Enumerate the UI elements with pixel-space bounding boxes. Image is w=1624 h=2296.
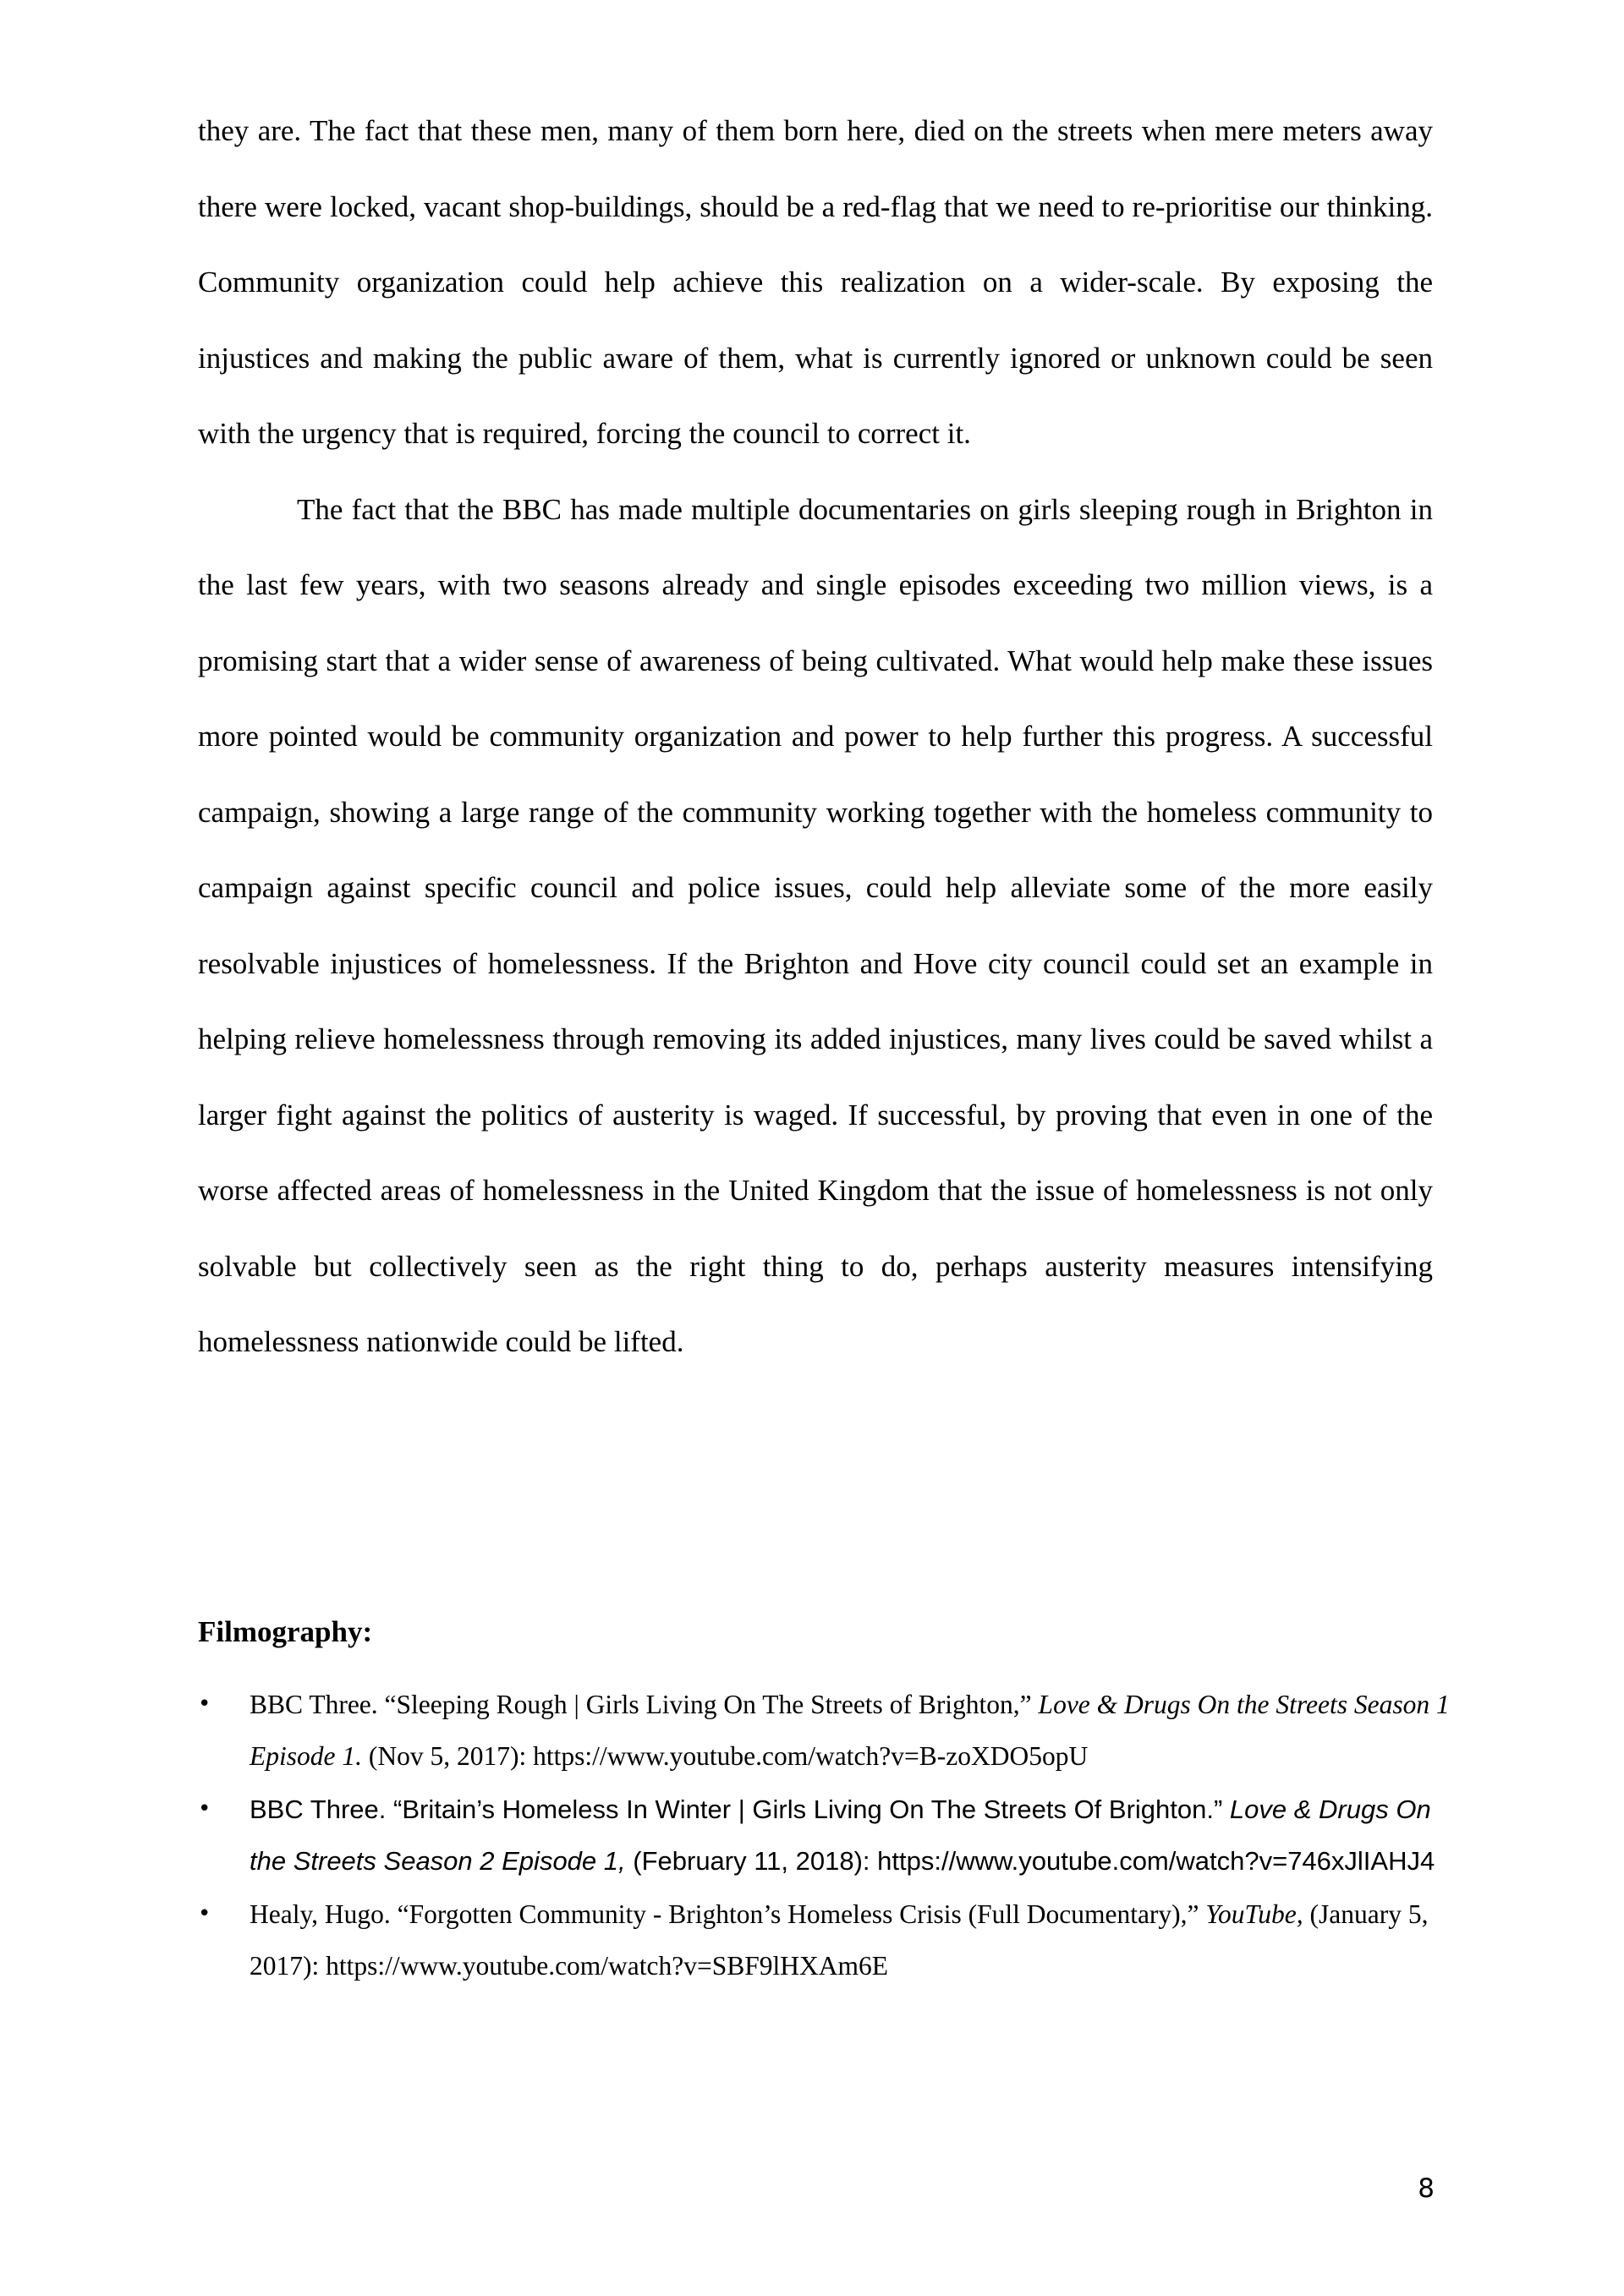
filmography-heading: Filmography:	[198, 1615, 373, 1648]
entry-date-url: (January 5, 2017): https://www.youtube.com/watch?v=SBF9lHXAm6E	[250, 1899, 1429, 1981]
bullet-icon: •	[198, 1691, 211, 1717]
filmography-entry	[198, 1679, 1450, 1782]
page-number: 8	[1418, 2173, 1435, 2204]
body-text	[198, 93, 1433, 1380]
entry-text: BBC Three. “Britain’s Homeless In Winter | Girls Living On The Streets Of Brighton.”	[250, 1795, 1230, 1824]
entry-date-url: (February 11, 2018): https://www.youtube.com/watch?v=746xJlIAHJ4	[625, 1846, 1435, 1876]
filmography-entry	[198, 1888, 1450, 1992]
bullet-icon: •	[198, 1901, 211, 1926]
entry-text: BBC Three. “Sleeping Rough | Girls Living On The Streets of Brighton,”	[250, 1690, 1039, 1719]
paragraph: they are. The fact that these men, many of them born here, died on the streets when mere meters away there were locked, vacant shop-buildings, should be a red-flag that we need to re-prioritise our thinking. Community organization could help achieve this realization on a wider-scale. By exposing the injustices and making the public aware of them, what is currently ignored or unknown could be seen with the urgency that is required, forcing the council to correct it.	[198, 114, 1433, 450]
filmography-list	[198, 1679, 1450, 1993]
filmography-entry	[198, 1784, 1450, 1887]
entry-date-url: (Nov 5, 2017): https://www.youtube.com/watch?v=B-zoXDO5opU	[361, 1741, 1089, 1771]
entry-title: YouTube,	[1205, 1899, 1303, 1929]
paragraph: The fact that the BBC has made multiple documentaries on girls sleeping rough in Brighton in the last few years, with two seasons already and single episodes exceeding two million views, is a promising start that a wider sense of awareness of being cultivated. What would help make these issues more pointed would be community organization and power to help further this progress. A successful campaign, showing a large range of the community working together with the homeless community to campaign against specific council and police issues, could help alleviate some of the more easily resolvable injustices of homelessness. If the Brighton and Hove city council could set an example in helping relieve homelessness through removing its added injustices, many lives could be saved whilst a larger fight against the politics of austerity is waged. If successful, by proving that even in one of the worse affected areas of homelessness in the United Kingdom that the issue of homelessness is not only solvable but collectively seen as the right thing to do, perhaps austerity measures intensifying homelessness nationwide could be lifted.	[198, 492, 1433, 1358]
bullet-icon: •	[198, 1796, 211, 1822]
entry-title: Love & Drugs On the Streets Season 1 Episode 1.	[250, 1690, 1450, 1771]
entry-text: Healy, Hugo. “Forgotten Community - Brighton’s Homeless Crisis (Full Documentary),”	[250, 1899, 1206, 1929]
entry-title: Love & Drugs On the Streets Season 2 Episode 1,	[250, 1795, 1431, 1876]
